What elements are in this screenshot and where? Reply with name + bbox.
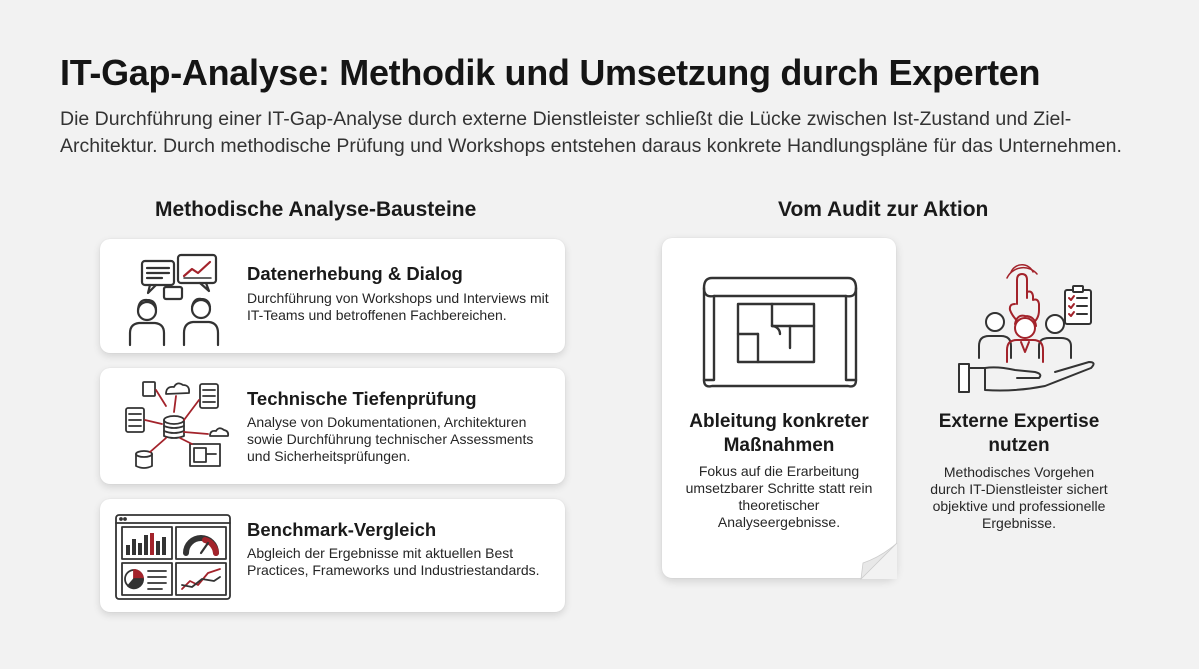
- card-benchmark: [100, 499, 565, 612]
- blueprint-icon: [698, 268, 863, 394]
- card-heading: Datenerhebung & Dialog: [247, 263, 463, 284]
- card-technical-review: [100, 368, 565, 484]
- expertise-description: Methodisches Vorgehen durch IT-Dienstleister sichert objektive und professionelle Ergebnisse.: [930, 464, 1108, 531]
- card-data-collection: [100, 239, 565, 353]
- card-description: Durchführung von Workshops und Interviews mit IT-Teams und betroffenen Fachbereichen.: [247, 290, 549, 323]
- section-title-audit: Vom Audit zur Aktion: [778, 198, 989, 221]
- expertise-heading: Externe Expertise nutzen: [938, 411, 1100, 456]
- measures-panel: [662, 238, 896, 578]
- page-curl-icon: [861, 543, 897, 579]
- card-description: Analyse von Dokumentationen, Architekturen sowie Durchführung technischer Assessments und Sicherheitsprüfungen.: [247, 414, 534, 464]
- dashboard-charts-icon: [114, 507, 234, 605]
- card-heading: Technische Tiefenprüfung: [247, 388, 477, 409]
- measures-description: Fokus auf die Erarbeitung umsetzbarer Schritte statt rein theoretischer Analyseergebnisse.: [685, 463, 873, 530]
- intro-text: Die Durchführung einer IT-Gap-Analyse durch externe Dienstleister schließt die Lücke zwischen Ist-Zustand und Ziel-Architektur. Durch methodische Prüfung und Workshops entstehen daraus konkrete Handlungspläne für das Unternehmen.: [60, 108, 1122, 157]
- dialog-people-icon: [114, 247, 234, 345]
- experts-hand-icon: [955, 266, 1105, 396]
- card-heading: Benchmark-Vergleich: [247, 519, 437, 540]
- architecture-diagram-icon: [114, 376, 234, 474]
- section-title-methods: Methodische Analyse-Bausteine: [155, 198, 477, 221]
- page-title: IT-Gap-Analyse: Methodik und Umsetzung durch Experten: [60, 52, 1041, 93]
- measures-heading: Ableitung konkreter Maßnahmen: [689, 411, 869, 456]
- card-description: Abgleich der Ergebnisse mit aktuellen Best Practices, Frameworks und Industriestandards.: [247, 545, 540, 578]
